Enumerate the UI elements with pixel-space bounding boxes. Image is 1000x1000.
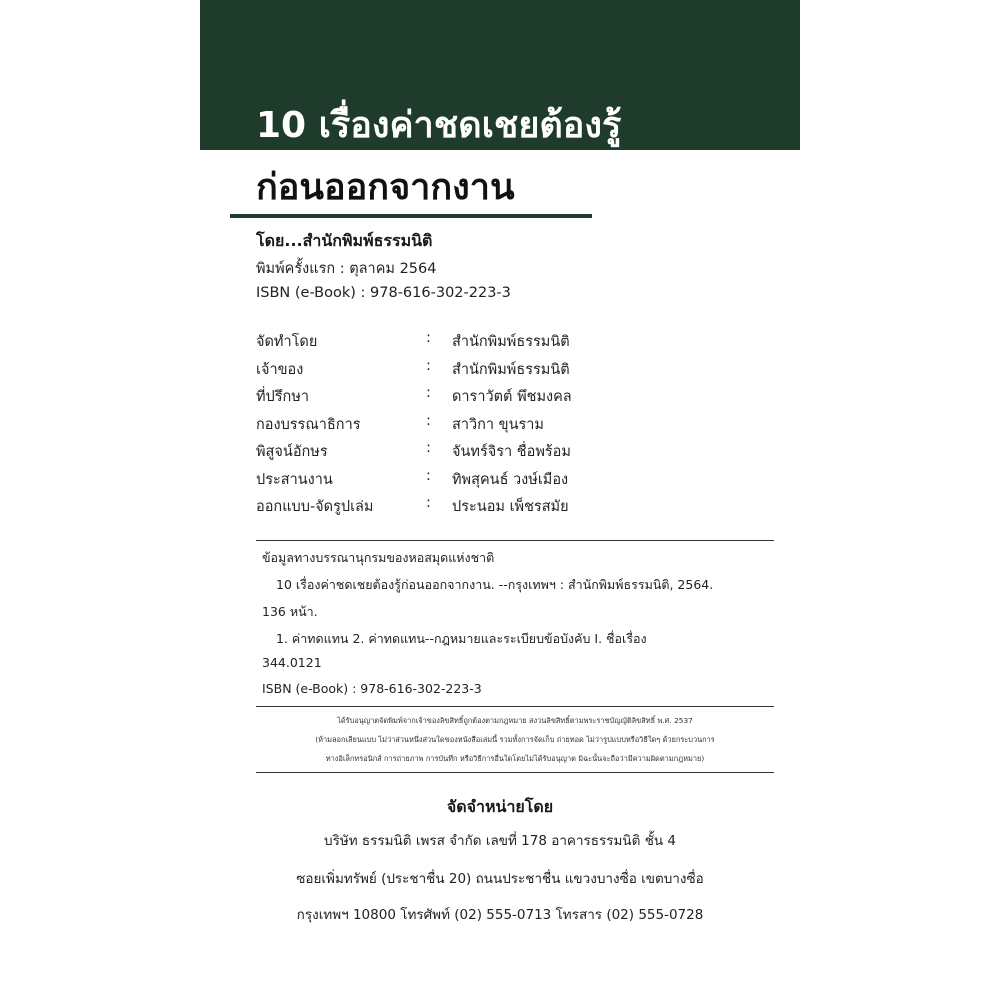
copyright-notice-line: (ห้ามลอกเลียนแบบ ไม่ว่าส่วนหนึ่งส่วนใดของหนังสือเล่มนี้ รวมทั้งการจัดเก็บ ถ่ายทอด ไม่ว่ารูปแบบหรือวิธีใดๆ ด้วยกระบวนการ (315, 735, 715, 744)
copyright-page (200, 0, 800, 1000)
catalog-line: 136 หน้า. (262, 604, 318, 619)
credit-name: สำนักพิมพ์ธรรมนิติ (452, 334, 570, 350)
catalog-isbn: ISBN (e-Book) : 978-616-302-223-3 (262, 681, 482, 696)
copyright-notice-line: ทางอิเล็กทรอนิกส์ การถ่ายภาพ การบันทึก หรือวิธีการอื่นใดโดยไม่ได้รับอนุญาต มิฉะนั้นจะถือว่ามีความผิดตามกฎหมาย) (325, 754, 705, 763)
credit-role: กองบรรณาธิการ (256, 416, 361, 433)
credit-name: สำนักพิมพ์ธรรมนิติ (452, 361, 570, 378)
catalog-heading: ข้อมูลทางบรรณานุกรมของหอสมุดแห่งชาติ (262, 550, 495, 565)
catalog-line: 1. ค่าทดแทน 2. ค่าทดแทน--กฎหมายและระเบียบข้อบังคับ I. ชื่อเรื่อง (276, 631, 647, 646)
credit-row (256, 495, 776, 523)
credit-name: จันทร์จิรา ชื่อพร้อม (452, 444, 571, 460)
credit-role: เจ้าของ (256, 361, 304, 378)
credit-role: ออกแบบ-จัดรูปเล่ม (256, 499, 374, 515)
cataloging-box (256, 540, 774, 773)
credit-role: ที่ปรึกษา (256, 389, 310, 405)
credit-role: ประสานงาน (256, 471, 333, 488)
distributor-address-line: บริษัท ธรรมนิติ เพรส จำกัด เลขที่ 178 อาคารธรรมนิติ ชั้น 4 (324, 833, 676, 849)
credit-colon: : (426, 357, 431, 374)
catalog-line: 10 เรื่องค่าชดเชยต้องรู้ก่อนออกจากงาน. --กรุงเทพฯ : สำนักพิมพ์ธรรมนิติ, 2564. (276, 577, 714, 592)
credit-colon: : (426, 440, 431, 456)
credit-colon: : (426, 330, 431, 346)
credit-row (256, 385, 776, 413)
catalog-class-number: 344.0121 (262, 655, 322, 670)
catalog-divider (256, 706, 774, 707)
credits-list (256, 330, 776, 523)
credit-name: สาวิกา ขุนราม (452, 416, 544, 433)
credit-colon: : (426, 495, 431, 511)
title-underline (230, 214, 592, 218)
book-title-line-2: ก่อนออกจากงาน (256, 167, 515, 208)
credit-colon: : (426, 412, 431, 429)
credit-name: ทิพสุคนธ์ วงษ์เมือง (452, 471, 569, 488)
credit-row (256, 468, 776, 496)
credit-name: ประนอม เพ็ชรสมัย (452, 499, 569, 515)
credit-name: ดาราวัตต์ พึชมงคล (452, 389, 572, 405)
credit-colon: : (426, 385, 431, 401)
credit-row (256, 358, 776, 386)
credit-role: พิสูจน์อักษร (256, 444, 328, 460)
isbn-line: ISBN (e-Book) : 978-616-302-223-3 (256, 285, 511, 301)
book-title-line-1: 10 เรื่องค่าชดเชยต้องรู้ (256, 105, 622, 146)
credit-row (256, 440, 776, 468)
distributor-contact-line: กรุงเทพฯ 10800 โทรศัพท์ (02) 555-0713 โทรสาร (02) 555-0728 (296, 907, 704, 923)
credit-role: จัดทำโดย (256, 334, 318, 350)
distribution-heading: จัดจำหน่ายโดย (446, 797, 554, 816)
credit-colon: : (426, 467, 431, 484)
copyright-notice-line: ได้รับอนุญาตจัดพิมพ์จากเจ้าของลิขสิทธิ์ถูกต้องตามกฎหมาย สงวนลิขสิทธิ์ตามพระราชบัญญัติลิขสิทธิ์ พ.ศ. 2537 (337, 716, 693, 725)
first-print: พิมพ์ครั้งแรก : ตุลาคม 2564 (256, 261, 437, 277)
publisher-by-line: โดย...สำนักพิมพ์ธรรมนิติ (256, 231, 433, 250)
credit-row (256, 413, 776, 441)
credit-row (256, 330, 776, 358)
distributor-address-line: ซอยเพิ่มทรัพย์ (ประชาชื่น 20) ถนนประชาชื่น แขวงบางซื่อ เขตบางซื่อ (296, 871, 704, 887)
